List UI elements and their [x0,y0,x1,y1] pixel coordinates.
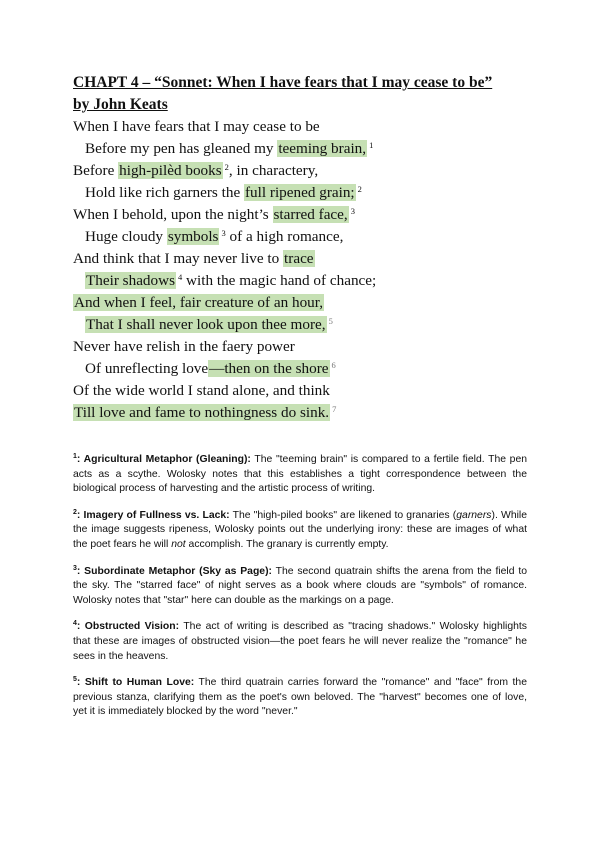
highlight-never-look: That I shall never look upon thee more, [86,316,326,333]
highlight-their-shadows: Their shadows [86,272,175,289]
poem-line-8 [73,270,543,292]
footnote-2 [73,509,527,553]
footnote-heading: : Subordinate Metaphor (Sky as Page): [76,565,272,577]
poem-line-6 [73,226,543,248]
poem-line-3 [73,160,543,182]
footnote-emphasis: not [171,538,186,550]
footnote-ref-6: 6 [331,360,336,370]
poem-line-1-text: When I have fears that I may cease to be [73,118,320,135]
highlight-high-piled-books: high-pilèd books [119,162,222,179]
highlight-full-ripened-grain: full ripened grain; [245,184,355,201]
footnote-number: 5 [73,676,77,684]
footnote-emphasis: garners [456,509,492,521]
poem-line-5-text: When I behold, upon the night’s [73,206,273,223]
poem-line-10 [73,314,543,336]
footnote-heading: : Shift to Human Love: [76,677,195,689]
footnote-body: The second quatrain shifts the arena from the field to the sky. The "starred face" of night serves as a book where clouds are "symbols" of romance. Wolosky notes that "star" here can double as the markings on a page. [73,565,527,606]
footnote-3 [73,565,527,609]
footnotes [73,453,527,732]
poem-line-4-text: Hold like rich garners the [85,184,244,201]
poem-line-8-text-end: with the magic hand of chance; [182,272,377,289]
page-title [73,72,543,116]
poem-line-13 [73,380,543,402]
poem-line-7-text: And think that I may never live to [73,250,284,267]
highlight-trace: trace [284,250,314,267]
highlight-then-on-the-shore: —then on the shore [209,360,329,377]
highlight-teeming-brain: teeming brain, [278,140,367,157]
footnote-ref-5: 5 [328,316,333,326]
footnote-number: 4 [73,620,77,628]
poem-line-4 [73,182,543,204]
poem-line-12-text: Of unreflecting love [85,360,209,377]
footnote-ref-1: 1 [369,140,374,150]
poem-line-14 [73,402,543,424]
footnote-number: 3 [73,564,77,572]
poem-line-1 [73,116,543,138]
poem-line-2 [73,138,543,160]
poem-line-3-text: Before [73,162,119,179]
poem-line-11-text: Never have relish in the faery power [73,338,295,355]
poem-text [73,116,543,424]
highlight-starred-face: starred face, [273,206,348,223]
footnote-ref-4: 4 [178,272,183,282]
footnote-heading: : Agricultural Metaphor (Gleaning): [76,454,251,465]
footnote-heading: : Obstructed Vision: [76,621,180,633]
footnote-ref-2: 2 [224,162,229,172]
title-line-1: CHAPT 4 – “Sonnet: When I have fears that I may cease to be” [73,74,493,91]
poem-line-3-text-end: , in charactery, [228,162,319,179]
footnote-body: The third quatrain carries forward the "romance" and "face" from the previous stanza, clarifying them as the poet's own beloved. The "harvest" becomes one of love, yet it is immediately blocked by the word "never." [73,677,527,718]
highlight-nothingness: Till love and fame to nothingness do sink. [74,404,330,421]
title-line-2: by John Keats [73,96,168,113]
footnote-body: The act of writing is described as "tracing shadows." Wolosky highlights that these are images of obstructed vision—the poet fears he will never realize the "romance" he sees in the heavens. [73,621,527,662]
footnote-body: ). While the image suggests ripeness, Wolosky points out the underlying irony: these are images of what the poet fears he will [73,509,527,550]
poem-line-12 [73,358,543,380]
poem-line-11 [73,336,543,358]
poem-line-9 [73,292,543,314]
footnote-body: The "teeming brain" is compared to a fertile field. The pen acts as a scythe. Wolosky notes that this establishes a tight correspondence between the biological process of harvesting and the artistic process of writing. [73,454,528,495]
footnote-number: 2 [73,508,77,516]
poem-line-6-text: Huge cloudy [85,228,167,245]
footnote-heading: : Imagery of Fullness vs. Lack: [76,509,230,521]
footnote-5 [73,676,527,720]
footnote-1 [73,453,527,497]
poem-line-5 [73,204,543,226]
poem-line-2-text: Before my pen has gleaned my [85,140,278,157]
highlight-fair-creature: And when I feel, fair creature of an hour, [74,294,324,311]
poem-line-6-text-end: of a high romance, [225,228,344,245]
footnote-body: accomplish. The granary is currently empty. [185,538,389,550]
footnote-ref-3: 3 [350,206,355,216]
highlight-symbols: symbols [167,228,219,245]
footnote-4 [73,620,527,664]
poem-line-13-text: Of the wide world I stand alone, and think [73,382,330,399]
footnote-ref-3b: 3 [221,228,226,238]
footnote-body: The "high-piled books" are likened to granaries ( [229,509,457,521]
footnote-ref-2b: 2 [357,184,362,194]
footnote-number: 1 [73,453,77,460]
footnote-ref-7: 7 [332,404,337,414]
poem-line-7 [73,248,543,270]
